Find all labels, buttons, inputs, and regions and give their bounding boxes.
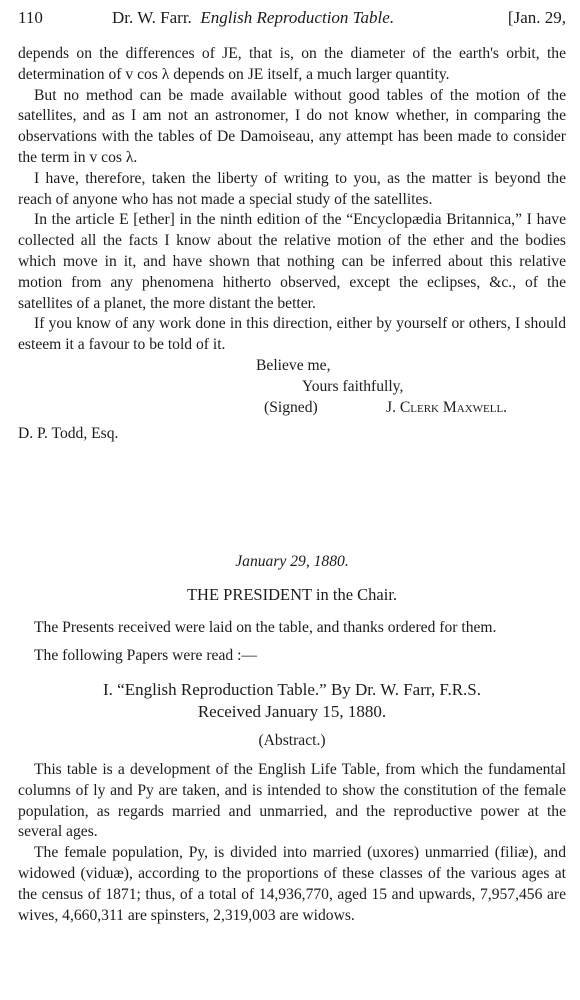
signature-name: J. Clerk Maxwell. xyxy=(386,398,508,416)
header-title: English Reproduction Table. xyxy=(200,8,395,27)
running-header xyxy=(18,8,566,32)
paper-title: I. “English Reproduction Table.” By Dr. W. Farr, F.R.S. xyxy=(103,680,481,700)
presents-text: The Presents received were laid on the table, and thanks ordered for them. xyxy=(34,618,497,636)
letter-paragraph: I have, therefore, taken the liberty of writing to you, as the matter is beyond the reach of anyone who has not made a special study of the satellites. xyxy=(18,169,566,208)
abstract-paragraph: The female population, Py, is divided into married (uxores) unmarried (filiæ), and widowed (viduæ), according to the proportions of these classes of the various ages at the census of 1871; thus, of a total of 14,936,770, aged 15 and upwards, 7,957,456 are wives, 4,660,311 are spinsters, 2,319,003 are widows. xyxy=(18,844,566,924)
letter-paragraph: In the article E [ether] in the ninth edition of the “Encyclopædia Britannica,” I have collected all the facts I know about the relative motion of the ether and the bodies which move in it, and have shown that nothing can be inferred about this relative motion from any phenomena hitherto observed, except the eclipses, &c., of the satellites of a planet, the more distant the better. xyxy=(18,211,566,312)
letter-body xyxy=(18,44,566,445)
meeting-section xyxy=(18,552,566,926)
letter-closing-2: Yours faithfully, xyxy=(302,377,404,395)
signed-label: (Signed) xyxy=(264,398,318,416)
abstract-paragraph: This table is a development of the English Life Table, from which the fundamental columns of ly and Py are taken, and is intended to show the constitution of the female population, as regards married and unmarried, and the reproductive power at the several ages. xyxy=(18,760,566,841)
addressee-line xyxy=(18,424,566,445)
letter-closing-line-2 xyxy=(18,377,566,398)
addressee: D. P. Todd, Esq. xyxy=(18,425,119,443)
signature-line xyxy=(18,398,566,419)
papers-read-text: The following Papers were read :— xyxy=(34,647,258,665)
letter-paragraph: But no method can be made available without good tables of the motion of the satellites, and as I am not an astronomer, I do not know whether, in comparing the observations with the tables of De Damoiseau, any attempt has been made to consider the term in v cos λ. xyxy=(18,86,566,166)
meeting-date: January 29, 1880. xyxy=(235,553,349,570)
letter-paragraph: If you know of any work done in this direction, either by yourself or others, I should esteem it a favour to be told of it. xyxy=(18,315,566,354)
header-date: [Jan. 29, xyxy=(507,8,566,27)
meeting-chair: THE PRESIDENT in the Chair. xyxy=(186,584,398,604)
paper-received: Received January 15, 1880. xyxy=(197,702,387,722)
header-author: Dr. W. Farr. xyxy=(112,8,192,27)
letter-closing-line xyxy=(18,356,566,377)
page-number: 110 xyxy=(18,8,43,27)
letter-paragraph: depends on the differences of JE, that is, on the diameter of the earth's orbit, the determination of v cos λ depends on JE itself, a much larger quantity. xyxy=(18,45,566,83)
abstract-label: (Abstract.) xyxy=(258,732,326,750)
running-title xyxy=(112,8,394,29)
letter-closing: Believe me, xyxy=(256,356,331,374)
